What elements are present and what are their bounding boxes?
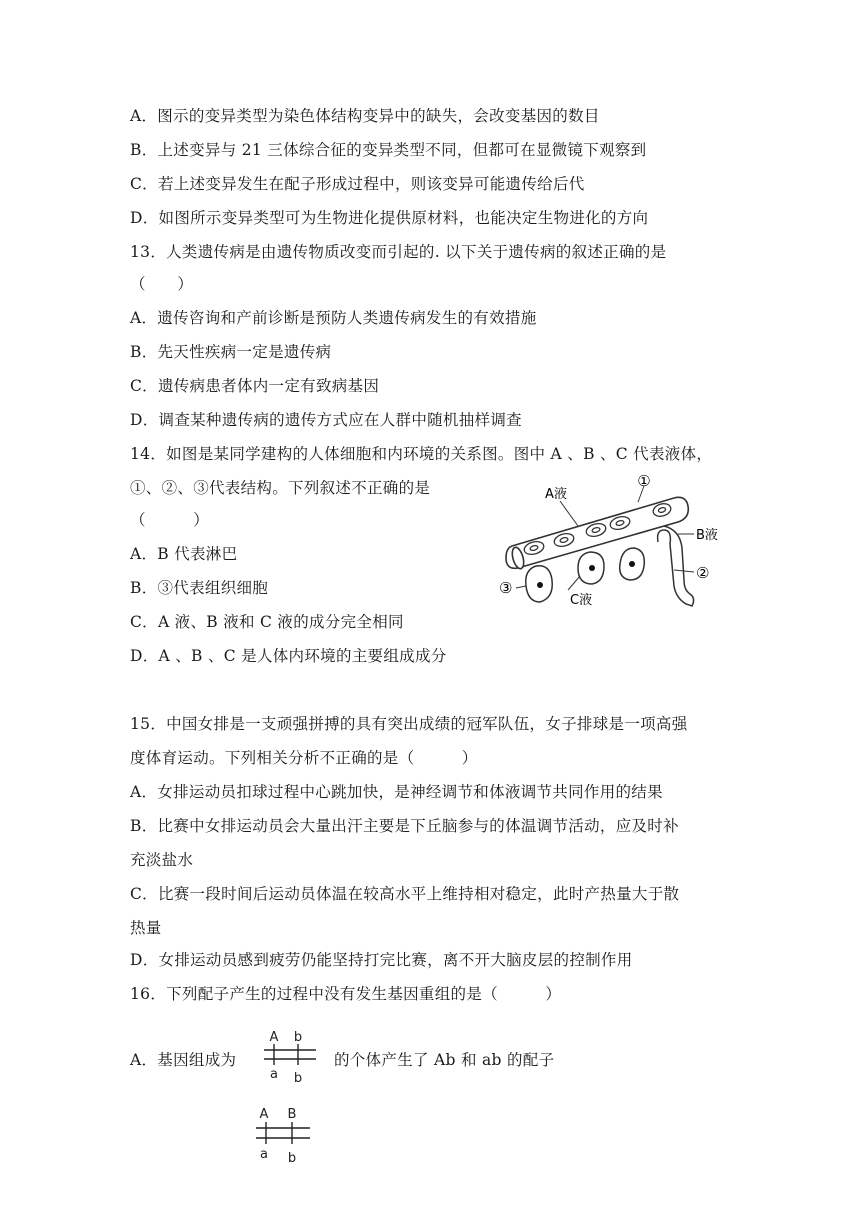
q13-option-c: C．遗传病患者体内一定有致病基因 [130, 377, 380, 395]
q14-option-c: C．A 液、B 液和 C 液的成分完全相同 [130, 613, 404, 631]
q15-stem-line2: 度体育运动。下列相关分析不正确的是（ ） [130, 749, 478, 767]
q15-option-d: D．女排运动员感到疲劳仍能坚持打完比赛，离不开大脑皮层的控制作用 [130, 951, 633, 969]
q12-option-c: C．若上述变异发生在配子形成过程中，则该变异可能遗传给后代 [130, 175, 585, 193]
q14-option-b: B．③代表组织细胞 [130, 579, 269, 597]
q13-option-b: B．先天性疾病一定是遗传病 [130, 343, 332, 361]
q14-answer-paren: （ ） [130, 511, 210, 529]
chrom1-top-left: A [269, 1030, 279, 1045]
q13-answer-paren: （ ） [130, 275, 194, 293]
q15-option-b-line1: B．比赛中女排运动员会大量出汗主要是下丘脑参与的体温调节活动，应及时补 [130, 817, 679, 835]
q14-option-a: A．B 代表淋巴 [130, 545, 238, 563]
q15-option-a: A．女排运动员扣球过程中心跳加快，是神经调节和体液调节共同作用的结果 [130, 783, 663, 801]
q15-option-c-line1: C．比赛一段时间后运动员体温在较高水平上维持相对稳定，此时产热量大于散 [130, 885, 680, 903]
q13-option-d: D．调查某种遗传病的遗传方式应在人群中随机抽样调查 [130, 411, 522, 429]
q15-option-c-line2: 热量 [130, 919, 162, 937]
chrom2-top-left: A [259, 1107, 269, 1122]
q15-option-b-line2: 充淡盐水 [130, 851, 194, 869]
q16-option-a-prefix: A．基因组成为 [130, 1051, 237, 1069]
q12-option-d: D．如图所示变异类型可为生物进化提供原材料，也能决定生物进化的方向 [130, 209, 649, 227]
chrom1-bottom-right: b [293, 1071, 303, 1086]
label-marker-3: ③ [499, 579, 513, 597]
q14-option-d: D．A 、B 、C 是人体内环境的主要组成成分 [130, 647, 447, 665]
q13-stem: 13．人类遗传病是由遗传物质改变而引起的. 以下关于遗传病的叙述正确的是 [130, 243, 667, 261]
lymph-vessel [658, 526, 694, 606]
chrom2-bottom-left: a [260, 1147, 268, 1162]
label-marker-2: ② [696, 564, 710, 582]
q13-option-a: A．遗传咨询和产前诊断是预防人类遗传病发生的有效措施 [130, 309, 537, 327]
q15-stem-line1: 15．中国女排是一支顽强拼搏的具有突出成绩的冠军队伍，女子排球是一项高强 [130, 715, 688, 733]
chrom1-top-right: b [293, 1030, 303, 1045]
chrom1-bottom-left: a [270, 1067, 278, 1082]
label-c-fluid: C液 [570, 593, 593, 608]
q14-stem-line2: ①、②、③代表结构。下列叙述不正确的是 [130, 479, 431, 497]
q16-stem: 16．下列配子产生的过程中没有发生基因重组的是（ ） [130, 985, 562, 1003]
chromosome-diagram-1 [260, 1030, 320, 1088]
q12-option-a: A．图示的变异类型为染色体结构变异中的缺失，会改变基因的数目 [130, 107, 600, 125]
q14-stem-line1: 14．如图是某同学建构的人体细胞和内环境的关系图。图中 A 、B 、C 代表液体， [130, 445, 713, 463]
chrom2-bottom-right: b [287, 1151, 297, 1166]
q16-option-a-suffix: 的个体产生了 Ab 和 ab 的配子 [334, 1051, 555, 1069]
label-marker-1: ① [637, 472, 651, 490]
internal-environment-diagram [498, 468, 722, 616]
q12-option-b: B．上述变异与 21 三体综合征的变异类型不同，但都可在显微镜下观察到 [130, 141, 647, 159]
label-b-fluid: B液 [696, 528, 718, 543]
chrom2-top-right: B [287, 1107, 297, 1122]
label-a-fluid: A液 [545, 487, 567, 502]
chromosome-diagram-2 [252, 1106, 316, 1166]
